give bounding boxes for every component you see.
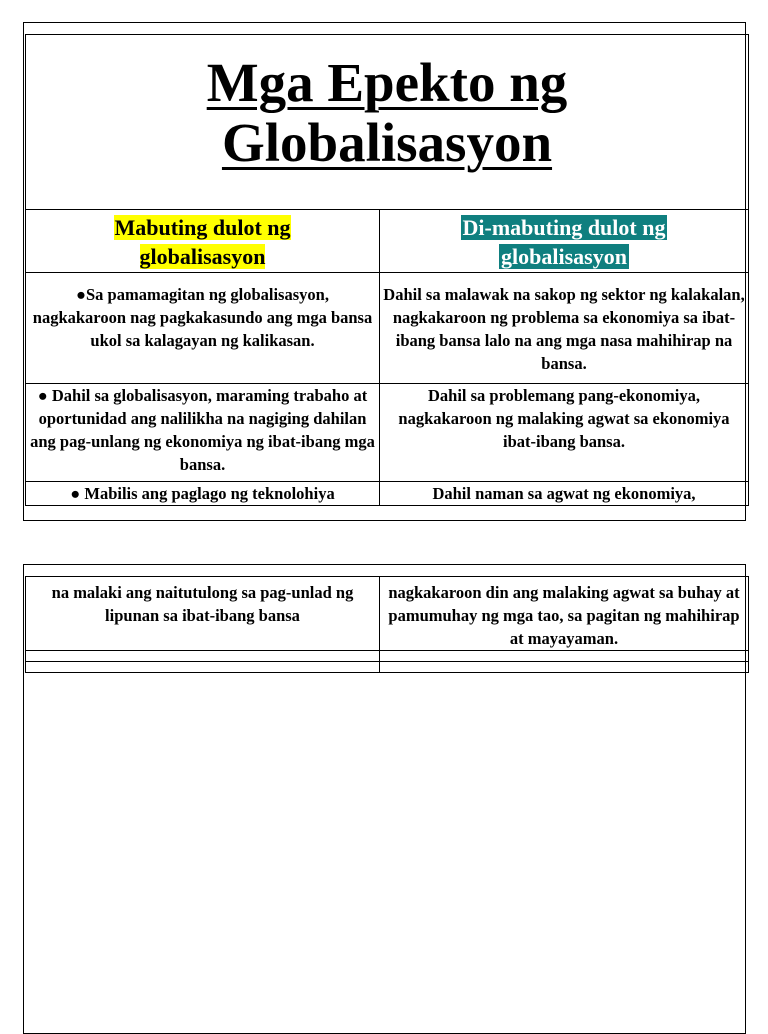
document-page-2	[23, 564, 746, 1034]
empty-cell	[26, 651, 380, 662]
negative-header-cell	[380, 210, 749, 273]
empty-cell	[26, 662, 380, 673]
negative-cell: nagkakaroon din ang malaking agwat sa buhay at pamumuhay ng mga tao, sa pagitan ng mahihirap at mayayaman.	[380, 577, 749, 651]
table-row	[26, 273, 749, 384]
positive-cell: ● Mabilis ang paglago ng teknolohiya	[26, 482, 380, 506]
positive-cell: na malaki ang naitutulong sa pag-unlad ng lipunan sa ibat-ibang bansa	[26, 577, 380, 651]
empty-row	[26, 662, 749, 673]
empty-row	[26, 651, 749, 662]
negative-cell: Dahil naman sa agwat ng ekonomiya,	[380, 482, 749, 506]
positive-cell: ●Sa pamamagitan ng globalisasyon, nagkakaroon nag pagkakasundo ang mga bansa ukol sa kalagayan ng kalikasan.	[26, 273, 380, 384]
positive-cell: ● Dahil sa globalisasyon, maraming trabaho at oportunidad ang nalilikha na nagiging dahilan ang pag-unlang ng ekonomiya ng ibat-ibang mga bansa.	[26, 384, 380, 482]
negative-cell: Dahil sa malawak na sakop ng sektor ng kalakalan, nagkakaroon ng problema sa ekonomiya sa ibat-ibang bansa lalo na ang mga nasa mahihirap na bansa.	[380, 273, 749, 384]
title-cell	[26, 35, 749, 210]
page-title	[207, 53, 568, 173]
effects-table-continued	[25, 576, 749, 673]
table-row	[26, 577, 749, 651]
title-line-2: Globalisasyon	[221, 112, 553, 173]
document-page-1	[23, 22, 746, 521]
effects-table	[25, 34, 749, 506]
empty-cell	[380, 651, 749, 662]
table-row	[26, 482, 749, 506]
table-row	[26, 384, 749, 482]
title-line-1: Mga Epekto ng	[206, 52, 568, 113]
positive-header: Mabuting dulot ng globalisasyon	[114, 215, 291, 269]
positive-header-cell	[26, 210, 380, 273]
negative-header: Di-mabuting dulot ng globalisasyon	[462, 215, 666, 269]
empty-cell	[380, 662, 749, 673]
negative-cell: Dahil sa problemang pang-ekonomiya, nagkakaroon ng malaking agwat sa ekonomiya ibat-ibang bansa.	[380, 384, 749, 482]
